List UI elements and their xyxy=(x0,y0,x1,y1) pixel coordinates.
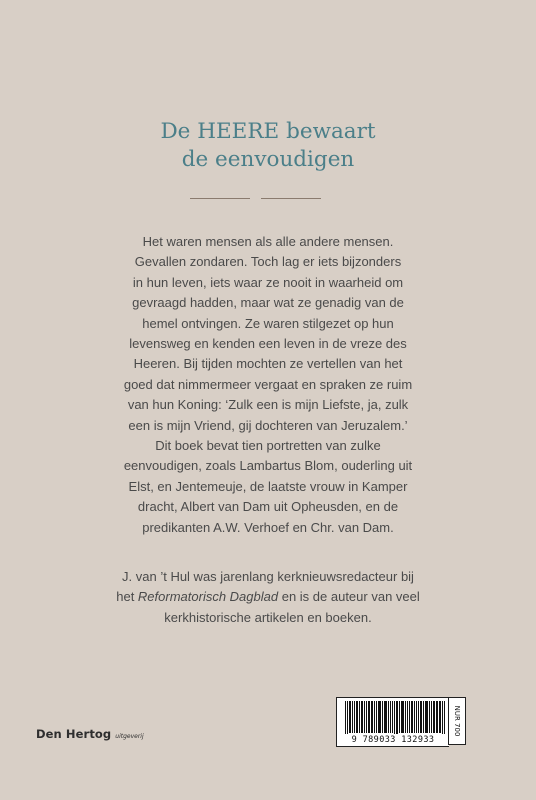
barcode-bar xyxy=(390,701,391,733)
blurb-line: Gevallen zondaren. Toch lag er iets bijzonders xyxy=(134,254,402,270)
blurb-line: goed dat nimmermeer vergaat en spraken ze ruim xyxy=(123,376,413,392)
barcode-bar xyxy=(433,701,435,733)
barcode-bar xyxy=(394,701,395,734)
barcode-bar xyxy=(349,701,351,733)
barcode-bar xyxy=(347,701,348,734)
barcode-bar xyxy=(418,701,419,733)
barcode-bar xyxy=(409,701,411,733)
barcode-bar xyxy=(392,701,393,733)
blurb-line: Dit boek bevat tien portretten van zulke xyxy=(155,438,381,454)
blurb-line: hemel ontvingen. Ze waren stilgezet op hun xyxy=(142,315,394,331)
author-bio xyxy=(0,567,536,628)
barcode-bars xyxy=(345,701,445,733)
blurb-text xyxy=(0,232,536,538)
isbn-number: 9 789033 132933 xyxy=(351,735,435,745)
back-cover-title xyxy=(0,118,536,174)
blurb-line: dracht, Albert van Dam uit Opheusden, en de xyxy=(137,499,399,515)
barcode-bar xyxy=(384,701,385,733)
barcode-bar xyxy=(429,701,430,733)
barcode-bar xyxy=(431,701,432,733)
barcode-bar xyxy=(388,701,389,733)
author-bio-line: kerkhistorische artikelen en boeken. xyxy=(164,609,372,625)
barcode-bar xyxy=(352,701,353,733)
blurb-line: gevraagd hadden, maar wat ze genadig van de xyxy=(132,295,404,311)
barcode-bar xyxy=(401,701,404,733)
barcode-bar xyxy=(368,701,370,733)
blurb-line: in hun leven, iets waar ze nooit in waarheid om xyxy=(132,274,404,290)
barcode-bar xyxy=(396,701,398,734)
title-line-1: De HEERE bewaart xyxy=(160,119,376,144)
blurb-line: een is mijn Vriend, gij dochteren van Jeruzalem.’ xyxy=(128,417,408,433)
author-bio-line: J. van ’t Hul was jarenlang kerknieuwsredacteur bij xyxy=(122,569,414,584)
nur-label-box xyxy=(448,697,466,745)
barcode-bar xyxy=(345,701,346,734)
barcode-bar xyxy=(361,701,363,733)
barcode-bar xyxy=(420,701,422,733)
barcode-bar xyxy=(382,701,383,733)
barcode-bar xyxy=(359,701,360,733)
barcode-bar xyxy=(399,701,400,733)
barcode-bar xyxy=(354,701,355,733)
newspaper-name: Reformatorisch Dagblad xyxy=(137,589,279,605)
blurb-line: van hun Koning: ‘Zulk een is mijn Liefste, ja, zulk xyxy=(127,397,409,413)
isbn-barcode xyxy=(336,697,449,747)
barcode-bar xyxy=(442,701,443,734)
blurb-line: predikanten A.W. Verhoef en Chr. van Dam. xyxy=(142,519,394,535)
barcode-bar xyxy=(407,701,408,733)
barcode-bar xyxy=(376,701,377,733)
barcode-bar xyxy=(436,701,437,733)
barcode-bar xyxy=(414,701,415,733)
author-bio-prefix: het xyxy=(116,589,138,605)
barcode-bar xyxy=(416,701,417,733)
barcode-bar xyxy=(439,701,441,733)
barcode-bar xyxy=(356,701,359,733)
barcode-bar xyxy=(364,701,365,733)
blurb-line: levensweg en kenden een leven in de vreze des xyxy=(129,336,407,352)
barcode-bar xyxy=(423,701,424,733)
author-bio-suffix: en is de auteur van veel xyxy=(278,589,420,605)
blurb-line: eenvoudigen, zoals Lambartus Blom, ouderling uit xyxy=(123,458,413,474)
barcode-bar xyxy=(385,701,387,733)
barcode-bar xyxy=(437,701,438,733)
publisher-logo xyxy=(36,727,144,741)
barcode-bar xyxy=(444,701,445,734)
blurb-line: Het waren mensen als alle andere mensen. xyxy=(142,234,394,249)
divider-left xyxy=(190,198,250,199)
barcode-bar xyxy=(366,701,367,733)
divider-right xyxy=(261,198,321,199)
blurb-line: Elst, en Jentemeuje, de laatste vrouw in Kamper xyxy=(128,478,408,494)
blurb-line: Heeren. Bij tijden mochten ze vertellen van het xyxy=(133,356,403,372)
barcode-bar xyxy=(405,701,406,733)
barcode-bar xyxy=(425,701,428,733)
publisher-subtitle: uitgeverij xyxy=(115,733,144,740)
title-line-2: de eenvoudigen xyxy=(181,147,355,172)
barcode-bar xyxy=(374,701,375,733)
publisher-name: Den Hertog xyxy=(36,727,112,741)
barcode-bar xyxy=(371,701,373,733)
barcode-bar xyxy=(378,701,381,733)
nur-code: NUR 700 xyxy=(453,705,461,737)
author-bio-line xyxy=(0,587,536,607)
barcode-bar xyxy=(411,701,413,733)
